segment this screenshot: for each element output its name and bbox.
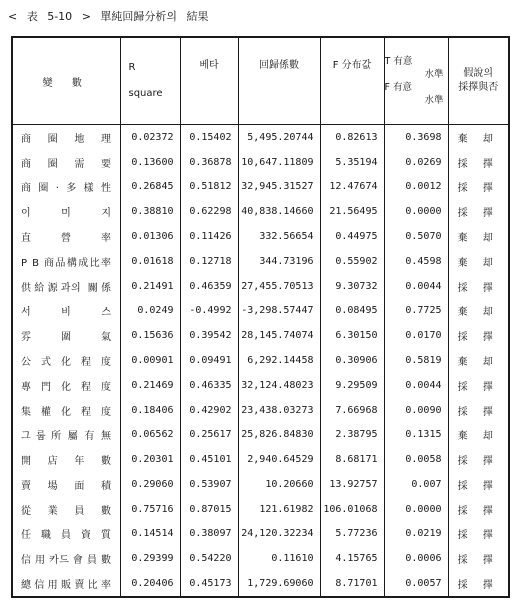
variable-name-cell: 雰 圍 氣	[12, 323, 120, 348]
r-square-cell: 0.26845	[120, 175, 180, 200]
f-value-cell: 0.44975	[320, 224, 384, 249]
significance-cell: 0.1315	[384, 422, 448, 447]
variable-name-cell: 集 權 化 程 度	[12, 398, 120, 423]
significance-cell: 0.5070	[384, 224, 448, 249]
variable-name-cell: 서 비 스	[12, 299, 120, 324]
coefficient-cell: 2,940.64529	[238, 447, 320, 472]
header-r-line2: square	[128, 88, 163, 99]
beta-cell: 0.62298	[180, 199, 238, 224]
table-row	[12, 175, 509, 200]
coefficient-cell: 5,495.20744	[238, 125, 320, 150]
significance-cell: 0.0000	[384, 199, 448, 224]
f-value-cell: 2.38795	[320, 422, 384, 447]
variable-name-cell: 이 미 지	[12, 199, 120, 224]
f-value-cell: 5.77236	[320, 522, 384, 547]
r-square-cell: 0.00901	[120, 348, 180, 373]
variable-name-cell: 그 룹 所 屬 有 無	[12, 422, 120, 447]
r-square-cell: 0.13600	[120, 150, 180, 175]
coefficient-cell: 6,292.14458	[238, 348, 320, 373]
table-row	[12, 472, 509, 497]
table-row	[12, 348, 509, 373]
table-row	[12, 422, 509, 447]
significance-cell: 0.007	[384, 472, 448, 497]
beta-cell: 0.45173	[180, 571, 238, 597]
significance-cell: 0.0170	[384, 323, 448, 348]
coefficient-cell: 27,455.70513	[238, 274, 320, 299]
hypothesis-result-cell: 採 擇	[448, 199, 509, 224]
beta-cell: 0.46359	[180, 274, 238, 299]
header-result-line1: 假說의	[463, 68, 494, 79]
r-square-cell: 0.21469	[120, 373, 180, 398]
r-square-cell: 0.20301	[120, 447, 180, 472]
coefficient-cell: 121.61982	[238, 497, 320, 522]
header-t-line2: 水準	[424, 69, 444, 80]
header-significance	[384, 37, 448, 125]
f-value-cell: 8.68171	[320, 447, 384, 472]
r-square-cell: 0.75716	[120, 497, 180, 522]
variable-name-cell: 信用카드會員數	[12, 546, 120, 571]
table-row	[12, 571, 509, 597]
r-square-cell: 0.29060	[120, 472, 180, 497]
r-square-cell: 0.38810	[120, 199, 180, 224]
hypothesis-result-cell: 棄 却	[448, 299, 509, 324]
r-square-cell: 0.18406	[120, 398, 180, 423]
hypothesis-result-cell: 採 擇	[448, 472, 509, 497]
beta-cell: 0.54220	[180, 546, 238, 571]
variable-name-cell: 專 門 化 程 度	[12, 373, 120, 398]
coefficient-cell: 332.56654	[238, 224, 320, 249]
header-row	[12, 37, 509, 125]
hypothesis-result-cell: 棄 却	[448, 348, 509, 373]
beta-cell: 0.51812	[180, 175, 238, 200]
r-square-cell: 0.02372	[120, 125, 180, 150]
hypothesis-result-cell: 採 擇	[448, 274, 509, 299]
header-variable: 變 數	[12, 37, 120, 125]
beta-cell: 0.53907	[180, 472, 238, 497]
f-value-cell: 0.08495	[320, 299, 384, 324]
variable-name-cell: 任 職 員 資 質	[12, 522, 120, 547]
hypothesis-result-cell: 採 擇	[448, 522, 509, 547]
coefficient-cell: 10,647.11809	[238, 150, 320, 175]
beta-cell: -0.4992	[180, 299, 238, 324]
significance-cell: 0.7725	[384, 299, 448, 324]
f-value-cell: 9.30732	[320, 274, 384, 299]
f-value-cell: 0.30906	[320, 348, 384, 373]
coefficient-cell: 23,438.03273	[238, 398, 320, 423]
header-t-line3: F 有意	[384, 82, 412, 93]
significance-cell: 0.4598	[384, 249, 448, 274]
variable-name-cell: 直 營 率	[12, 224, 120, 249]
significance-cell: 0.0269	[384, 150, 448, 175]
coefficient-cell: 40,838.14660	[238, 199, 320, 224]
beta-cell: 0.38097	[180, 522, 238, 547]
table-row	[12, 125, 509, 150]
variable-name-cell: 商 圈 地 理	[12, 125, 120, 150]
table-row	[12, 447, 509, 472]
caption-open: <	[8, 10, 18, 23]
variable-name-cell: 賣 場 面 積	[12, 472, 120, 497]
coefficient-cell: 0.11610	[238, 546, 320, 571]
f-value-cell: 106.01068	[320, 497, 384, 522]
beta-cell: 0.25617	[180, 422, 238, 447]
beta-cell: 0.09491	[180, 348, 238, 373]
significance-cell: 0.0044	[384, 373, 448, 398]
table-row	[12, 150, 509, 175]
hypothesis-result-cell: 採 擇	[448, 546, 509, 571]
variable-name-cell: 開 店 年 數	[12, 447, 120, 472]
table-row	[12, 274, 509, 299]
coefficient-cell: 25,826.84830	[238, 422, 320, 447]
header-hypothesis	[448, 37, 509, 125]
f-value-cell: 12.47674	[320, 175, 384, 200]
hypothesis-result-cell: 採 擇	[448, 150, 509, 175]
f-value-cell: 4.15765	[320, 546, 384, 571]
beta-cell: 0.36878	[180, 150, 238, 175]
hypothesis-result-cell: 採 擇	[448, 571, 509, 597]
f-value-cell: 0.55902	[320, 249, 384, 274]
hypothesis-result-cell: 棄 却	[448, 125, 509, 150]
regression-results-table	[11, 36, 510, 598]
coefficient-cell: 32,124.48023	[238, 373, 320, 398]
table-row	[12, 398, 509, 423]
significance-cell: 0.0090	[384, 398, 448, 423]
caption-number: 5-10	[47, 10, 73, 23]
table-row	[12, 497, 509, 522]
variable-name-cell: 從 業 員 數	[12, 497, 120, 522]
table-row	[12, 224, 509, 249]
table-caption	[8, 4, 508, 30]
r-square-cell: 0.01306	[120, 224, 180, 249]
r-square-cell: 0.29399	[120, 546, 180, 571]
header-coefficient: 回歸係數	[238, 37, 320, 125]
variable-name-cell: 商圈·多樣性	[12, 175, 120, 200]
table-row	[12, 373, 509, 398]
f-value-cell: 7.66968	[320, 398, 384, 423]
hypothesis-result-cell: 採 擇	[448, 447, 509, 472]
f-value-cell: 0.82613	[320, 125, 384, 150]
header-f-value: F 分布값	[320, 37, 384, 125]
f-value-cell: 13.92757	[320, 472, 384, 497]
variable-name-cell: 商 圈 需 要	[12, 150, 120, 175]
beta-cell: 0.87015	[180, 497, 238, 522]
table-row	[12, 546, 509, 571]
f-value-cell: 5.35194	[320, 150, 384, 175]
significance-cell: 0.0057	[384, 571, 448, 597]
header-result-line2: 採擇與否	[458, 82, 499, 93]
coefficient-cell: 344.73196	[238, 249, 320, 274]
hypothesis-result-cell: 採 擇	[448, 373, 509, 398]
hypothesis-result-cell: 採 擇	[448, 398, 509, 423]
caption-title: 單純回歸分析의	[100, 10, 178, 23]
table-body	[12, 125, 509, 598]
f-value-cell: 6.30150	[320, 323, 384, 348]
hypothesis-result-cell: 棄 却	[448, 422, 509, 447]
significance-cell: 0.3698	[384, 125, 448, 150]
r-square-cell: 0.15636	[120, 323, 180, 348]
variable-name-cell: 公 式 化 程 度	[12, 348, 120, 373]
table-row	[12, 323, 509, 348]
header-beta: 베타	[180, 37, 238, 125]
r-square-cell: 0.14514	[120, 522, 180, 547]
r-square-cell: 0.01618	[120, 249, 180, 274]
coefficient-cell: 24,120.32234	[238, 522, 320, 547]
significance-cell: 0.0219	[384, 522, 448, 547]
significance-cell: 0.0006	[384, 546, 448, 571]
f-value-cell: 8.71701	[320, 571, 384, 597]
significance-cell: 0.0012	[384, 175, 448, 200]
caption-suffix: 結果	[186, 10, 209, 23]
f-value-cell: 9.29509	[320, 373, 384, 398]
header-t-line4: 水準	[424, 95, 444, 106]
beta-cell: 0.12718	[180, 249, 238, 274]
beta-cell: 0.11426	[180, 224, 238, 249]
hypothesis-result-cell: 採 擇	[448, 175, 509, 200]
caption-prefix: 表	[26, 10, 38, 23]
hypothesis-result-cell: 採 擇	[448, 323, 509, 348]
table-row	[12, 522, 509, 547]
significance-cell: 0.5819	[384, 348, 448, 373]
r-square-cell: 0.06562	[120, 422, 180, 447]
coefficient-cell: -3,298.57447	[238, 299, 320, 324]
table-row	[12, 199, 509, 224]
table-row	[12, 249, 509, 274]
hypothesis-result-cell: 採 擇	[448, 497, 509, 522]
variable-name-cell: 供給源과의 關係	[12, 274, 120, 299]
header-r-square	[120, 37, 180, 125]
significance-cell: 0.0000	[384, 497, 448, 522]
hypothesis-result-cell: 棄 却	[448, 224, 509, 249]
significance-cell: 0.0044	[384, 274, 448, 299]
beta-cell: 0.42902	[180, 398, 238, 423]
coefficient-cell: 1,729.69060	[238, 571, 320, 597]
variable-name-cell: P B 商品構成比率	[12, 249, 120, 274]
beta-cell: 0.45101	[180, 447, 238, 472]
hypothesis-result-cell: 棄 却	[448, 249, 509, 274]
caption-close: >	[81, 10, 91, 23]
r-square-cell: 0.0249	[120, 299, 180, 324]
r-square-cell: 0.20406	[120, 571, 180, 597]
beta-cell: 0.15402	[180, 125, 238, 150]
coefficient-cell: 28,145.74074	[238, 323, 320, 348]
header-r-line1: R	[128, 62, 136, 73]
variable-name-cell: 總信用販賣比率	[12, 571, 120, 597]
coefficient-cell: 10.20660	[238, 472, 320, 497]
header-t-line1: T 有意	[384, 56, 413, 67]
beta-cell: 0.39542	[180, 323, 238, 348]
coefficient-cell: 32,945.31527	[238, 175, 320, 200]
r-square-cell: 0.21491	[120, 274, 180, 299]
table-row	[12, 299, 509, 324]
beta-cell: 0.46335	[180, 373, 238, 398]
f-value-cell: 21.56495	[320, 199, 384, 224]
significance-cell: 0.0058	[384, 447, 448, 472]
